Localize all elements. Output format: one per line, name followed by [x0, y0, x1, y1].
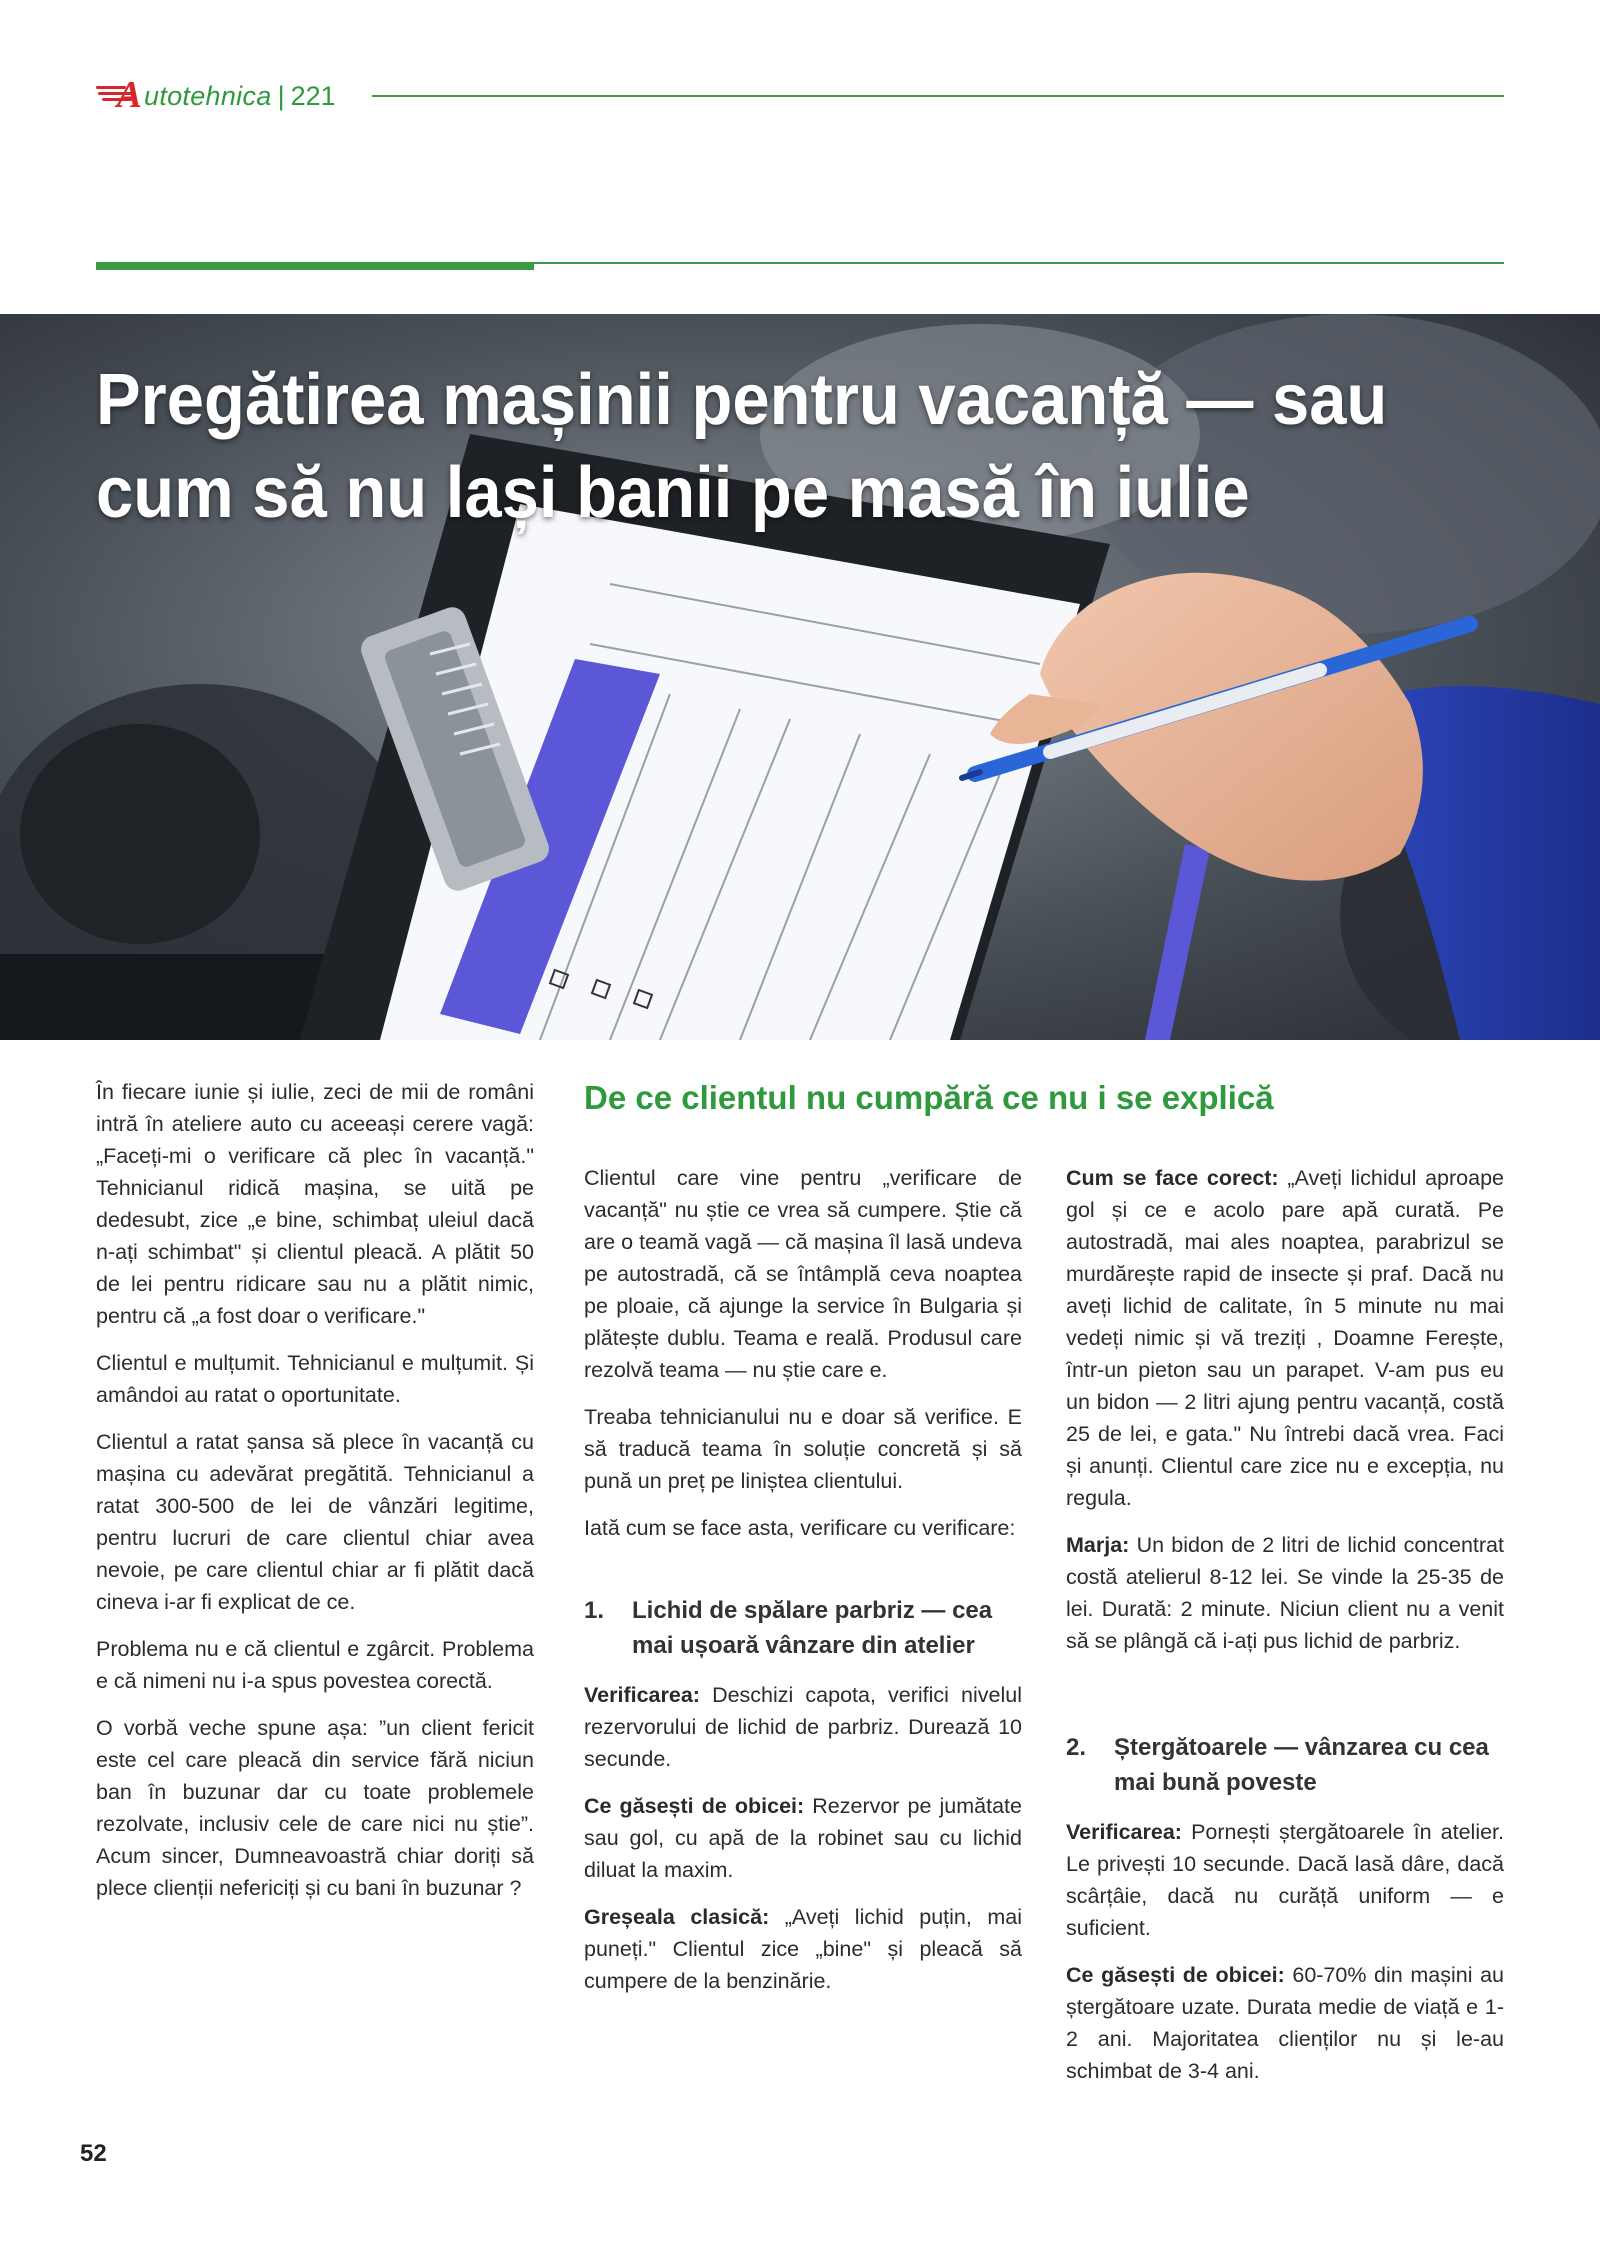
run-in-label: Ce găsești de obicei:	[1066, 1963, 1285, 1987]
brand-name: utotehnica	[144, 80, 272, 111]
article-column-2	[584, 1162, 1022, 2012]
logo-letter: A	[116, 74, 142, 116]
numbered-heading-1	[584, 1593, 1022, 1663]
run-in-label: Marja:	[1066, 1533, 1130, 1557]
paragraph: Clientul care vine pentru „verificare de vacanță" nu știe ce vrea să cumpere. Știe că are o teamă vagă — că mașina îl lasă undeva pe autostradă, că se întâmplă ceva noaptea pe ploaie, că ajunge la service în Bulgaria și plătește dublu. Teama e reală. Produsul care rezolvă teama — nu știe care e.	[584, 1166, 1022, 1382]
paragraph: În fiecare iunie și iulie, zeci de mii de români intră în ateliere auto cu aceeași cerere vagă: „Faceți-mi o verificare că plec în vacanță." Tehnicianul ridică mașina, se uită pe dedesubt, zice „e bine, schimbaț uleiul dacă n-ați schimbat" și clientul pleacă. A plătit 50 de lei pentru ridicare sau nu a plătit nimic, pentru că „a fost doar o verificare."	[96, 1080, 534, 1328]
paragraph: Problema nu e că clientul e zgârcit. Problema e că nimeni nu i-a spus povestea corectă.	[96, 1637, 534, 1693]
paragraph: Ce găsești de obicei: 60-70% din mașini au ștergătoare uzate. Durata medie de viață e 1-2 ani. Majoritatea clienților nu și le-au schimbat de 3-4 ani.	[1066, 1963, 1504, 2083]
item-number: 2.	[1066, 1734, 1087, 1761]
run-in-label: Greșeala clasică:	[584, 1905, 770, 1929]
section-heading: De ce clientul nu cumpără ce nu i se explică	[584, 1079, 1274, 1116]
paragraph: Verificarea: Pornești ștergătoarele în atelier. Le privești 10 secunde. Dacă lasă dâre, dacă scârțâie, dacă nu curăță uniform — e suficient.	[1066, 1820, 1504, 1940]
run-in-label: Verificarea:	[1066, 1820, 1182, 1844]
header-divider	[372, 95, 1504, 97]
paragraph: Verificarea: Deschizi capota, verifici nivelul rezervorului de lichid de parbriz. Durează 10 secunde.	[584, 1683, 1022, 1771]
page-number: 52	[80, 2140, 107, 2167]
paragraph: Marja: Un bidon de 2 litri de lichid concentrat costă atelierul 8-12 lei. Se vinde la 25-35 de lei. Durată: 2 minute. Niciun client nu a venit să se plângă că i-ați pus lichid de parbriz.	[1066, 1533, 1504, 1653]
paragraph: Iată cum se face asta, verificare cu verificare:	[584, 1516, 1016, 1540]
item-title: Lichid de spălare parbriz — cea mai ușoară vânzare din atelier	[632, 1597, 993, 1659]
paragraph: Clientul a ratat șansa să plece în vacanță cu mașina cu adevărat pregătită. Tehnicianul a ratat 300-500 de lei de vânzări legitime, pentru lucruri de care clientul chiar avea nevoie, pe care clientul chiar ar fi plătit dacă cineva i-ar fi explicat de ce.	[96, 1430, 534, 1614]
section-divider-accent	[96, 262, 534, 270]
item-number: 1.	[584, 1597, 605, 1624]
masthead	[96, 74, 336, 116]
autotehnica-logo	[96, 74, 142, 116]
paragraph: Ce găsești de obicei: Rezervor pe jumătate sau gol, cu apă de la robinet sau cu lichid diluat la maxim.	[584, 1794, 1022, 1882]
article-column-3	[1066, 1162, 1504, 2102]
article-column-1	[96, 1076, 534, 1919]
paragraph: Greșeala clasică: „Aveți lichid puțin, mai puneți." Clientul zice „bine" și pleacă să cumpere de la benzinărie.	[584, 1905, 1022, 1993]
paragraph: O vorbă veche spune așa: ”un client fericit este cel care pleacă din service fără niciun ban în buzunar dar cu toate problemele rezolvate, inclusiv cele de care nici nu știe”. Acum sincer, Dumneavoastră chiar doriți să plece clienții nefericiți și cu bani în buzunar ?	[96, 1716, 534, 1900]
numbered-heading-2	[1066, 1730, 1504, 1800]
article-title: Pregătirea mașinii pentru vacanță — sau cum să nu lași banii pe masă în iulie	[96, 360, 1388, 533]
brand-separator: |	[277, 80, 285, 111]
paragraph: Clientul e mulțumit. Tehnicianul e mulțumit. Și amândoi au ratat o oportunitate.	[96, 1351, 534, 1407]
issue-number: 221	[290, 80, 336, 111]
run-in-label: Ce găsești de obicei:	[584, 1794, 805, 1818]
paragraph: Cum se face corect: „Aveți lichidul aproape gol și ce e acolo pare apă curată. Pe autostradă, mai ales noaptea, parabrizul se murdărește rapid de insecte și praf. Dacă nu aveți lichid de calitate, în 5 minute nu mai vedeți nimic și vă treziți , Doamne Ferește, într-un pieton sau un parapet. V-am pus eu un bidon — 2 litri ajung pentru vacanță, costă 25 de lei, e gata." Nu întrebi dacă vrea. Faci și anunți. Clientul care zice nu e excepția, nu regula.	[1066, 1166, 1504, 1510]
hero-image	[0, 314, 1600, 1040]
item-title: Ștergătoarele — vânzarea cu cea mai bună poveste	[1114, 1734, 1489, 1796]
run-in-label: Cum se face corect:	[1066, 1166, 1279, 1190]
run-in-label: Verificarea:	[584, 1683, 700, 1707]
paragraph: Treaba tehnicianului nu e doar să verifice. E să traducă teama în soluție concretă și să pună un preț pe liniștea clientului.	[584, 1405, 1022, 1493]
